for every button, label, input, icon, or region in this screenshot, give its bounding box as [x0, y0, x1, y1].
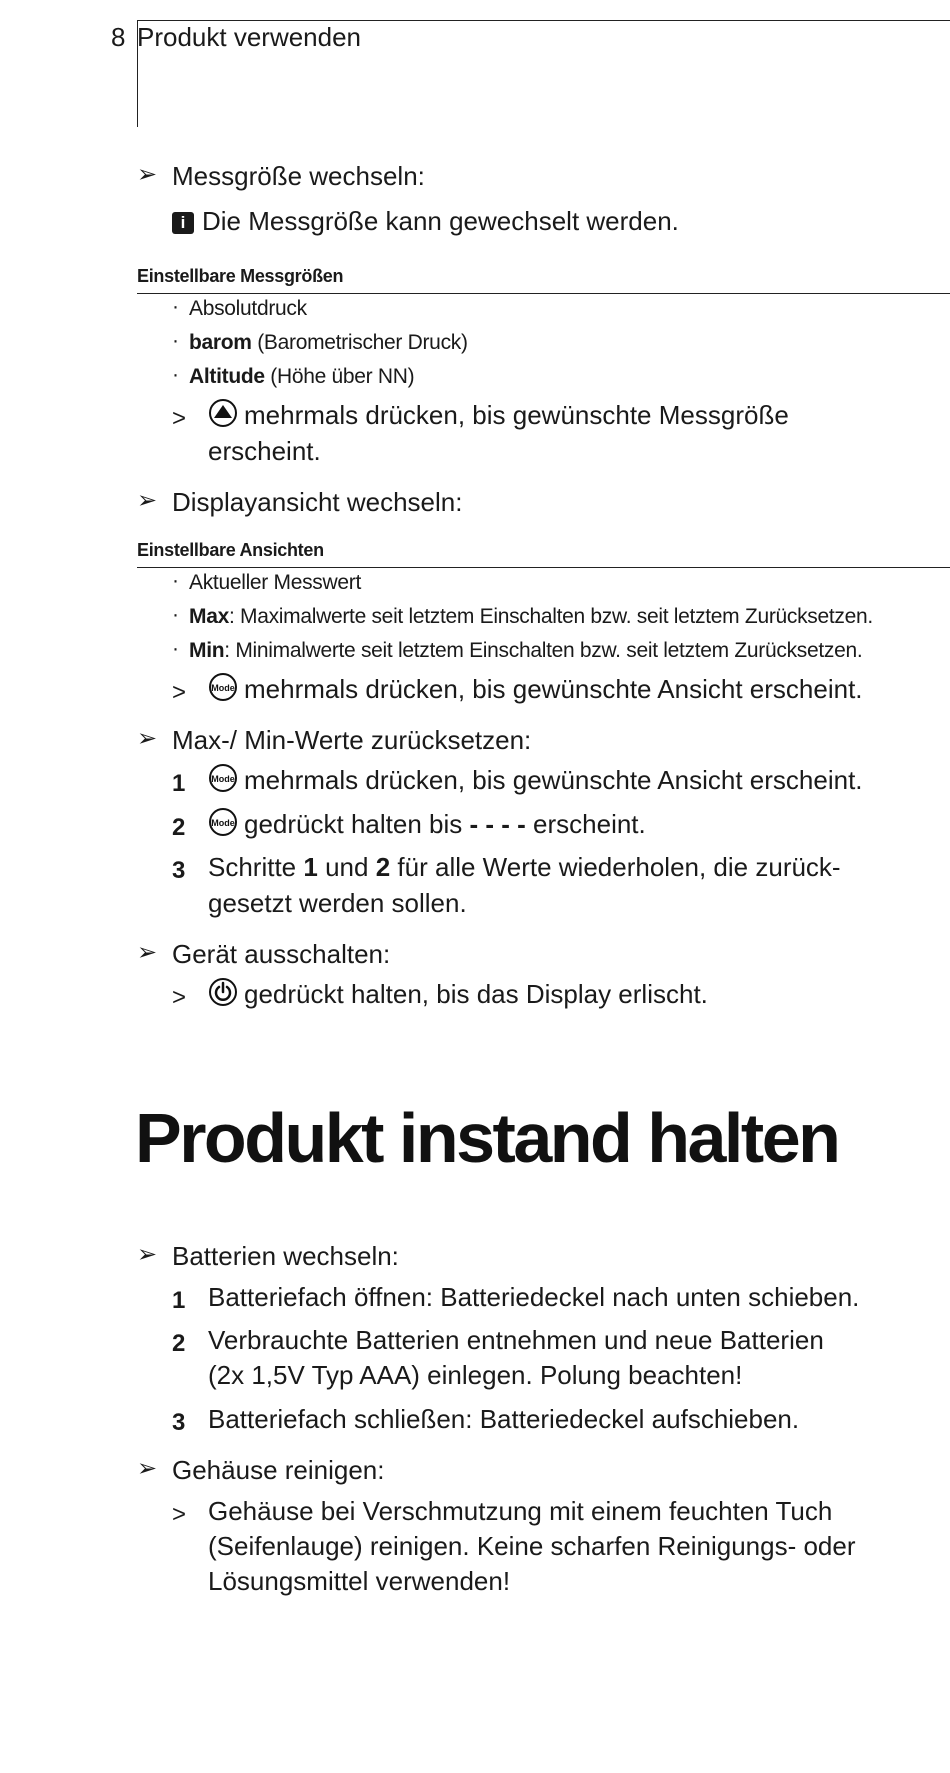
info-note — [172, 204, 679, 238]
bullet-icon: · — [172, 329, 179, 352]
arrow-icon: ➢ — [137, 1455, 158, 1482]
action-text: Gehäuse bei Verschmutzung mit einem feuchten Tuch — [208, 1496, 833, 1526]
step-measure — [137, 160, 950, 192]
list-item: barom (Barometrischer Druck) — [189, 331, 468, 354]
action-text: mehrmals drücken, bis gewünschte Messgröße — [208, 398, 789, 432]
step-text: Mode mehrmals drücken, bis gewünschte Ansicht erscheint. — [208, 763, 863, 797]
list-item: Altitude (Höhe über NN) — [189, 365, 415, 388]
mode-button-icon — [208, 672, 238, 702]
power-button-icon — [208, 977, 238, 1007]
step-number: 1 — [172, 770, 186, 797]
arrow-icon: ➢ — [137, 939, 158, 966]
header-title: Produkt verwenden — [137, 22, 362, 52]
mode-button-icon — [208, 807, 238, 837]
bullet-icon: · — [172, 637, 179, 660]
bullet-icon: · — [172, 603, 179, 626]
list-item: Min: Minimalwerte seit letztem Einschalten bzw. seit letztem Zurücksetzen. — [189, 639, 863, 662]
step-text-cont: gesetzt werden sollen. — [208, 888, 467, 918]
step-number: 3 — [172, 1409, 186, 1436]
step-number: 2 — [172, 814, 186, 841]
action-text: gedrückt halten, bis das Display erlischt. — [208, 977, 708, 1011]
action-text-cont: Lösungsmittel verwenden! — [208, 1566, 511, 1596]
section-title: Produkt instand halten — [135, 1099, 839, 1177]
arrow-icon: ➢ — [137, 1241, 158, 1268]
step-clean-label: Gehäuse reinigen: — [172, 1455, 385, 1485]
svg-text:Mode: Mode — [211, 774, 235, 784]
mode-button-icon — [208, 763, 238, 793]
step-off — [137, 938, 950, 970]
header-rule — [137, 20, 950, 21]
arrow-icon: ➢ — [137, 725, 158, 752]
action-text-cont: erscheint. — [208, 436, 321, 466]
step-display — [137, 486, 950, 518]
step-text: Verbrauchte Batterien entnehmen und neue Batterien — [208, 1325, 824, 1355]
step-reset — [137, 724, 950, 756]
step-text: Schritte 1 und 2 für alle Werte wiederholen, die zurück- — [208, 852, 841, 882]
list-item: Max: Maximalwerte seit letztem Einschalten bzw. seit letztem Zurücksetzen. — [189, 605, 873, 628]
info-text: Die Messgröße kann gewechselt werden. — [202, 206, 679, 236]
list-item: Absolutdruck — [189, 297, 307, 320]
step-text: Batteriefach schließen: Batteriedeckel aufschieben. — [208, 1404, 800, 1434]
arrow-icon: ➢ — [137, 161, 158, 188]
step-clean — [137, 1454, 950, 1486]
step-off-label: Gerät ausschalten: — [172, 939, 391, 969]
action-marker: > — [172, 679, 187, 706]
step-text: Mode gedrückt halten bis - - - - erscheint. — [208, 807, 646, 841]
action-text-cont: (Seifenlauge) reinigen. Keine scharfen Reinigungs- oder — [208, 1531, 856, 1561]
action-text: Mode mehrmals drücken, bis gewünschte Ansicht erscheint. — [208, 672, 863, 706]
table-title: Einstellbare Ansichten — [137, 540, 324, 560]
step-text: Batteriefach öffnen: Batteriedeckel nach unten schieben. — [208, 1282, 860, 1312]
svg-text:Mode: Mode — [211, 818, 235, 828]
bullet-icon: · — [172, 569, 179, 592]
info-icon: i — [172, 212, 194, 234]
action-marker: > — [172, 984, 187, 1011]
step-number: 1 — [172, 1287, 186, 1314]
table-title: Einstellbare Messgrößen — [137, 266, 344, 286]
step-measure-label: Messgröße wechseln: — [172, 161, 425, 191]
action-marker: > — [172, 405, 187, 432]
step-text-cont: (2x 1,5V Typ AAA) einlegen. Polung beachten! — [208, 1360, 743, 1390]
step-battery — [137, 1240, 950, 1272]
step-reset-label: Max-/ Min-Werte zurücksetzen: — [172, 725, 532, 755]
arrow-icon: ➢ — [137, 487, 158, 514]
page-number: 8 — [111, 22, 126, 52]
svg-text:Mode: Mode — [211, 683, 235, 693]
bullet-icon: · — [172, 363, 179, 386]
bullet-icon: · — [172, 295, 179, 318]
step-battery-label: Batterien wechseln: — [172, 1241, 399, 1271]
step-number: 3 — [172, 857, 186, 884]
list-item: Aktueller Messwert — [189, 571, 361, 594]
step-number: 2 — [172, 1330, 186, 1357]
action-marker: > — [172, 1501, 187, 1528]
step-display-label: Displayansicht wechseln: — [172, 487, 463, 517]
up-button-icon — [208, 398, 238, 428]
